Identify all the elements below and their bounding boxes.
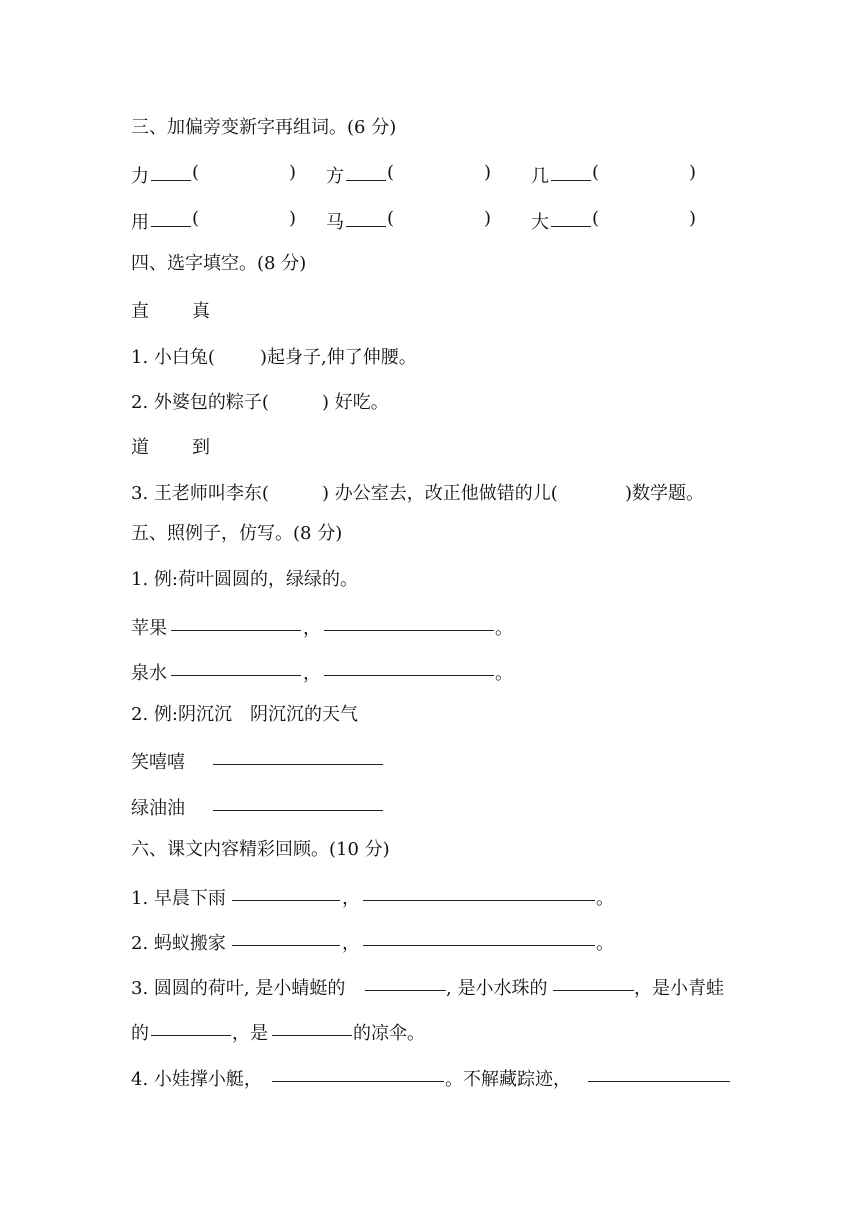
comma: ， [342, 933, 360, 954]
s3-close-paren: ) [689, 162, 697, 183]
char-option: 直 [131, 301, 149, 322]
section-4-title: 四、选字填空。(8 分) [131, 253, 307, 274]
section-5-title: 五、照例子，仿写。(8 分) [131, 523, 343, 544]
s6-q2: 2. 蚂蚁搬家 [131, 933, 226, 954]
s3-close-paren: ) [484, 162, 492, 183]
s4-q3-part-c: )数学题。 [625, 483, 705, 504]
s3-open-paren: ( [592, 208, 600, 229]
s6-q3-part-f: 的凉伞。 [353, 1023, 425, 1044]
s3-blank[interactable] [151, 162, 191, 181]
s6-blank[interactable] [272, 1063, 444, 1082]
s5-blank[interactable] [213, 792, 383, 811]
period: 。 [596, 888, 614, 909]
s5-blank[interactable] [171, 612, 301, 631]
section-3-title: 三、加偏旁变新字再组词。(6 分) [131, 117, 397, 138]
s3-char: 马 [326, 212, 344, 233]
s6-q1: 1. 早晨下雨 [131, 888, 226, 909]
s3-blank[interactable] [346, 162, 386, 181]
s3-close-paren: ) [289, 208, 297, 229]
comma: ， [342, 888, 360, 909]
char-option: 真 [192, 301, 210, 322]
s6-blank[interactable] [363, 927, 595, 946]
period: 。 [495, 663, 513, 684]
s6-blank[interactable] [363, 882, 595, 901]
s6-blank[interactable] [272, 1017, 352, 1036]
s4-q1-part-a: 1. 小白兔( [131, 347, 215, 368]
s3-char: 方 [326, 166, 344, 187]
s3-char: 用 [131, 212, 149, 233]
s3-blank[interactable] [346, 208, 386, 227]
s5-word: 绿油油 [131, 798, 185, 819]
s6-blank[interactable] [232, 927, 340, 946]
s3-blank[interactable] [151, 208, 191, 227]
s3-open-paren: ( [192, 208, 200, 229]
s5-word: 苹果 [131, 618, 167, 639]
s6-blank[interactable] [151, 1017, 231, 1036]
s3-open-paren: ( [387, 208, 395, 229]
s3-open-paren: ( [192, 162, 200, 183]
s5-example-2: 2. 例:阴沉沉 阴沉沉的天气 [131, 704, 358, 725]
s3-close-paren: ) [689, 208, 697, 229]
s3-close-paren: ) [289, 162, 297, 183]
s5-word: 泉水 [131, 663, 167, 684]
s4-q2-part-b: ) 好吃。 [322, 392, 389, 413]
s6-q3-part-e: ，是 [232, 1023, 268, 1044]
s3-char: 力 [131, 166, 149, 187]
s6-q3-part-a: 3. 圆圆的荷叶, 是小蜻蜓的 [131, 978, 346, 999]
s5-blank[interactable] [324, 657, 494, 676]
s6-q4-part-a: 4. 小娃撑小艇， [131, 1069, 262, 1090]
s6-blank[interactable] [588, 1063, 730, 1082]
s6-q3-part-c: ，是小青蛙 [634, 978, 724, 999]
s6-blank[interactable] [365, 972, 446, 991]
char-option: 道 [131, 437, 149, 458]
s6-q3-part-d: 的 [131, 1023, 149, 1044]
s3-char: 大 [531, 212, 549, 233]
s3-blank[interactable] [551, 208, 591, 227]
s6-blank[interactable] [232, 882, 340, 901]
section-6-title: 六、课文内容精彩回顾。(10 分) [131, 839, 390, 860]
s5-blank[interactable] [213, 746, 383, 765]
s5-example-1: 1. 例:荷叶圆圆的，绿绿的。 [131, 569, 358, 590]
comma: ， [303, 663, 321, 684]
s3-open-paren: ( [387, 162, 395, 183]
comma: ， [303, 618, 321, 639]
s5-word: 笑嘻嘻 [131, 752, 185, 773]
s6-q4-part-b: 。不解藏踪迹， [445, 1069, 571, 1090]
period: 。 [495, 618, 513, 639]
s3-char: 几 [531, 166, 549, 187]
s4-q2-part-a: 2. 外婆包的粽子( [131, 392, 269, 413]
s4-q1-part-b: )起身子,伸了伸腰。 [260, 347, 417, 368]
s5-blank[interactable] [324, 612, 494, 631]
s3-open-paren: ( [592, 162, 600, 183]
s6-blank[interactable] [553, 972, 634, 991]
s5-blank[interactable] [171, 657, 301, 676]
s3-close-paren: ) [484, 208, 492, 229]
char-option: 到 [192, 437, 210, 458]
s3-blank[interactable] [551, 162, 591, 181]
period: 。 [596, 933, 614, 954]
s4-q3-part-b: ) 办公室去，改正他做错的儿( [322, 483, 558, 504]
s4-q3-part-a: 3. 王老师叫李东( [131, 483, 269, 504]
s6-q3-part-b: , 是小水珠的 [446, 978, 548, 999]
